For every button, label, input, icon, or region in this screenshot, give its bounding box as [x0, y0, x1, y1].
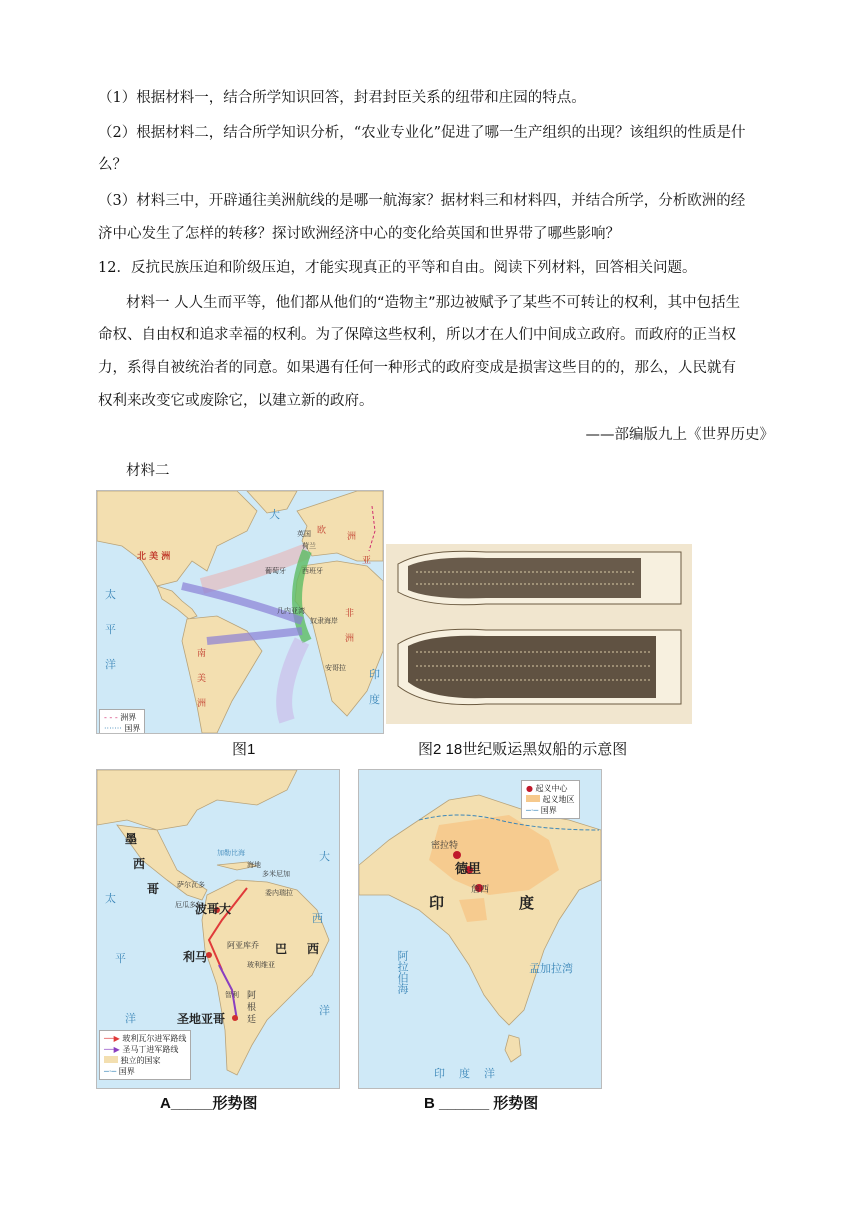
label-south-america-1: 南	[197, 649, 207, 659]
label-atlantic-1: 大	[269, 508, 280, 521]
label-indian-2: 度	[369, 693, 380, 706]
label-argentina-2: 根	[247, 1003, 257, 1013]
legend-uprising-center: 起义中心	[535, 784, 568, 793]
label-argentina-3: 廷	[247, 1015, 257, 1025]
label-pacific-a1: 太	[105, 892, 116, 905]
label-atlantic-a1: 大	[319, 850, 330, 863]
figure-1-legend: - - - 洲界 ······· 国界	[99, 709, 145, 734]
label-pacific-3: 洋	[105, 658, 116, 671]
material-1-line1: 材料一 人人生而平等，他们都从他们的“造物主”那边被赋予了某些不可转让的权利，其中包括生	[126, 295, 741, 311]
label-arabian-sea: 阿拉伯海	[396, 950, 409, 994]
label-bolivia: 玻利维亚	[247, 961, 275, 969]
material-1-source: ——部编版九上《世界历史》	[585, 427, 774, 443]
label-europe: 欧	[317, 526, 327, 536]
figure-b-legend: ● 起义中心 起义地区 ─·─ 国界	[521, 780, 580, 819]
label-lima: 利马	[183, 950, 208, 964]
label-mexico-2: 西	[133, 857, 146, 871]
label-bogota: 波哥大	[195, 902, 232, 916]
legend-national-boundary-a: 国界	[118, 1067, 135, 1076]
label-pacific-1: 太	[105, 588, 116, 601]
question-2-line2: 么？	[98, 157, 127, 173]
label-south-america-2: 美	[197, 674, 207, 684]
figure-a-legend: ──▶ 玻利瓦尔进军路线 ──▶ 圣马丁进军路线 独立的国家 ─·─ 国界	[99, 1030, 191, 1080]
figure-b-map	[358, 769, 602, 1089]
material-1-line4: 权利来改变它或废除它，以建立新的政府。	[98, 393, 374, 409]
legend-continent-boundary: 洲界	[120, 713, 137, 722]
figure-1-caption: 图1	[232, 741, 256, 758]
label-atlantic-a2: 西	[312, 912, 323, 925]
material-1-line2: 命权、自由权和追求幸福的权利。为了保障这些权利，所以才在人们中间成立政府。而政府的正当权	[98, 327, 736, 343]
label-pacific-a3: 洋	[125, 1012, 136, 1025]
label-elsalvador: 萨尔瓦多	[177, 881, 205, 889]
label-north-america: 北 美 洲	[137, 552, 171, 562]
label-dominica: 多米尼加	[262, 870, 290, 878]
label-ecuador: 厄瓜多尔	[175, 901, 203, 909]
label-caribbean: 加勒比海	[217, 849, 245, 857]
label-brazil-2: 西	[307, 942, 320, 956]
material-1-line3: 力，系得自被统治者的同意。如果遇有任何一种形式的政府变成是损害这些目的的，那么，人民就有	[98, 360, 736, 376]
question-2-line1: （2）根据材料二，结合所学知识分析，“农业专业化”促进了哪一生产组织的出现？该组织的性质是什	[98, 125, 746, 141]
label-bay-of-bengal: 孟加拉湾	[529, 962, 573, 975]
legend-san-martin-route: 圣马丁进军路线	[122, 1045, 179, 1054]
label-asia: 亚	[362, 556, 372, 566]
label-spain: 西班牙	[302, 567, 323, 575]
legend-uprising-region: 起义地区	[542, 795, 575, 804]
label-pacific-a2: 平	[115, 952, 126, 965]
label-haiti: 海地	[247, 861, 261, 869]
legend-independent-states: 独立的国家	[120, 1056, 161, 1065]
label-pacific-2: 平	[105, 623, 116, 636]
label-meerut: 密拉特	[431, 841, 459, 851]
label-indian-ocean: 印度洋	[434, 1067, 509, 1080]
legend-bolivar-route: 玻利瓦尔进军路线	[122, 1034, 187, 1043]
label-europe-2: 洲	[347, 532, 357, 542]
label-mexico-1: 墨	[125, 832, 138, 846]
figure-b-caption: B ______ 形势图	[424, 1095, 539, 1112]
label-chile: 智利	[225, 991, 239, 999]
figure-1-map	[96, 490, 384, 734]
label-india-1: 印	[429, 894, 445, 912]
question-1: （1）根据材料一，结合所学知识回答，封君封臣关系的纽带和庄园的特点。	[98, 90, 586, 106]
label-brazil-1: 巴	[275, 942, 288, 956]
figure-2-caption: 图2 18世纪贩运黑奴船的示意图	[418, 741, 628, 758]
label-britain: 英国	[297, 530, 311, 538]
question-3-line2: 济中心发生了怎样的转移？探讨欧洲经济中心的变化给英国和世界带了哪些影响？	[98, 226, 620, 242]
legend-national-boundary-b: 国界	[540, 806, 557, 815]
label-atlantic-a3: 洋	[319, 1004, 330, 1017]
figure-a-caption: A_____形势图	[160, 1095, 258, 1112]
label-delhi: 德里	[455, 862, 482, 877]
question-3-line1: （3）材料三中，开辟通往美洲航线的是哪一航海家？据材料三和材料四，并结合所学，分析欧洲的经	[98, 193, 746, 209]
label-angola: 安哥拉	[325, 664, 346, 672]
label-jhansi: 詹西	[471, 885, 490, 895]
label-africa-2: 洲	[345, 634, 355, 644]
label-portugal: 葡萄牙	[265, 567, 286, 575]
label-guinea: 几内亚湾	[277, 607, 305, 615]
label-africa-1: 非	[345, 609, 355, 619]
label-mexico-3: 哥	[147, 882, 160, 896]
label-santiago: 圣地亚哥	[177, 1012, 226, 1026]
material-2-label: 材料二	[126, 463, 170, 479]
label-slave-coast: 奴隶海岸	[310, 617, 338, 625]
label-india-2: 度	[519, 894, 535, 912]
label-argentina-1: 阿	[247, 991, 257, 1001]
figure-a-map	[96, 769, 340, 1089]
label-ayacucho: 阿亚库乔	[227, 941, 259, 950]
label-south-america-3: 洲	[197, 699, 207, 709]
question-12-title: 12．反抗民族压迫和阶级压迫，才能实现真正的平等和自由。阅读下列材料，回答相关问题。	[98, 260, 697, 276]
label-venezuela: 委内瑞拉	[265, 889, 293, 897]
label-indian-1: 印	[369, 668, 380, 681]
label-netherlands: 荷兰	[302, 542, 316, 550]
figure-2-slave-ship	[386, 544, 692, 724]
legend-national-boundary: 国界	[124, 724, 141, 733]
